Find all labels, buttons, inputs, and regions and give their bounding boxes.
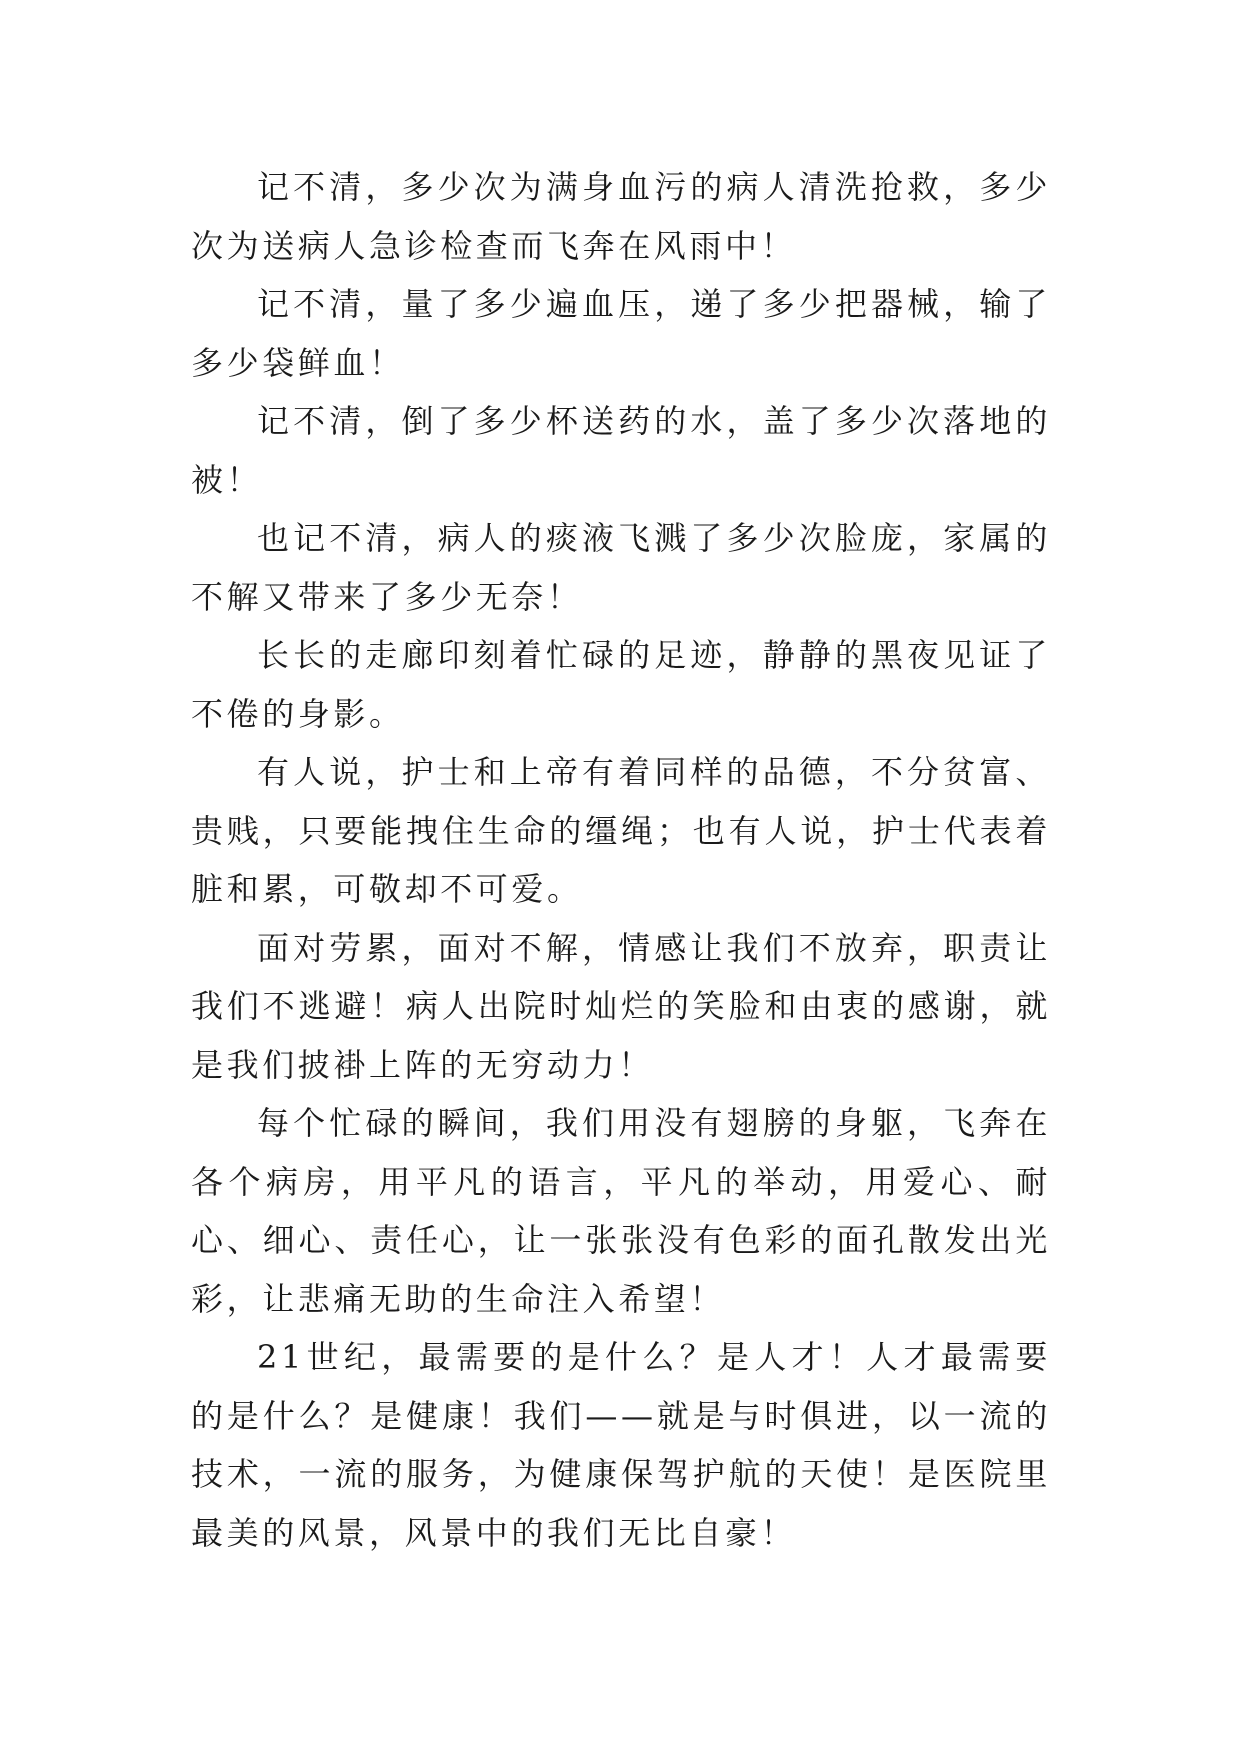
paragraph-8: 每个忙碌的瞬间，我们用没有翅膀的身躯，飞奔在各个病房，用平凡的语言，平凡的举动，用爱心、耐心、细心、责任心，让一张张没有色彩的面孔散发出光彩，让悲痛无助的生命注入希望！ [191, 1104, 1051, 1318]
paragraph-4: 也记不清，病人的痰液飞溅了多少次脸庞，家属的不解又带来了多少无奈！ [191, 519, 1051, 616]
paragraph-5: 长长的走廊印刻着忙碌的足迹，静静的黑夜见证了不倦的身影。 [191, 636, 1051, 733]
paragraph-9: 21世纪，最需要的是什么？是人才！人才最需要的是什么？是健康！我们——就是与时俱进，以一流的技术，一流的服务，为健康保驾护航的天使！是医院里最美的风景，风景中的我们无比自豪！ [191, 1338, 1051, 1552]
paragraph-2: 记不清，量了多少遍血压，递了多少把器械，输了多少袋鲜血！ [191, 285, 1051, 382]
paragraph-6: 有人说，护士和上帝有着同样的品德，不分贫富、贵贱，只要能拽住生命的缰绳；也有人说，护士代表着脏和累，可敬却不可爱。 [191, 753, 1051, 908]
document-body [191, 158, 1051, 1562]
paragraph-1: 记不清，多少次为满身血污的病人清洗抢救，多少次为送病人急诊检查而飞奔在风雨中！ [191, 168, 1051, 265]
paragraph-3: 记不清，倒了多少杯送药的水，盖了多少次落地的被！ [191, 402, 1051, 499]
paragraph-7: 面对劳累，面对不解，情感让我们不放弃，职责让我们不逃避！病人出院时灿烂的笑脸和由衷的感谢，就是我们披褂上阵的无穷动力！ [191, 928, 1051, 1084]
